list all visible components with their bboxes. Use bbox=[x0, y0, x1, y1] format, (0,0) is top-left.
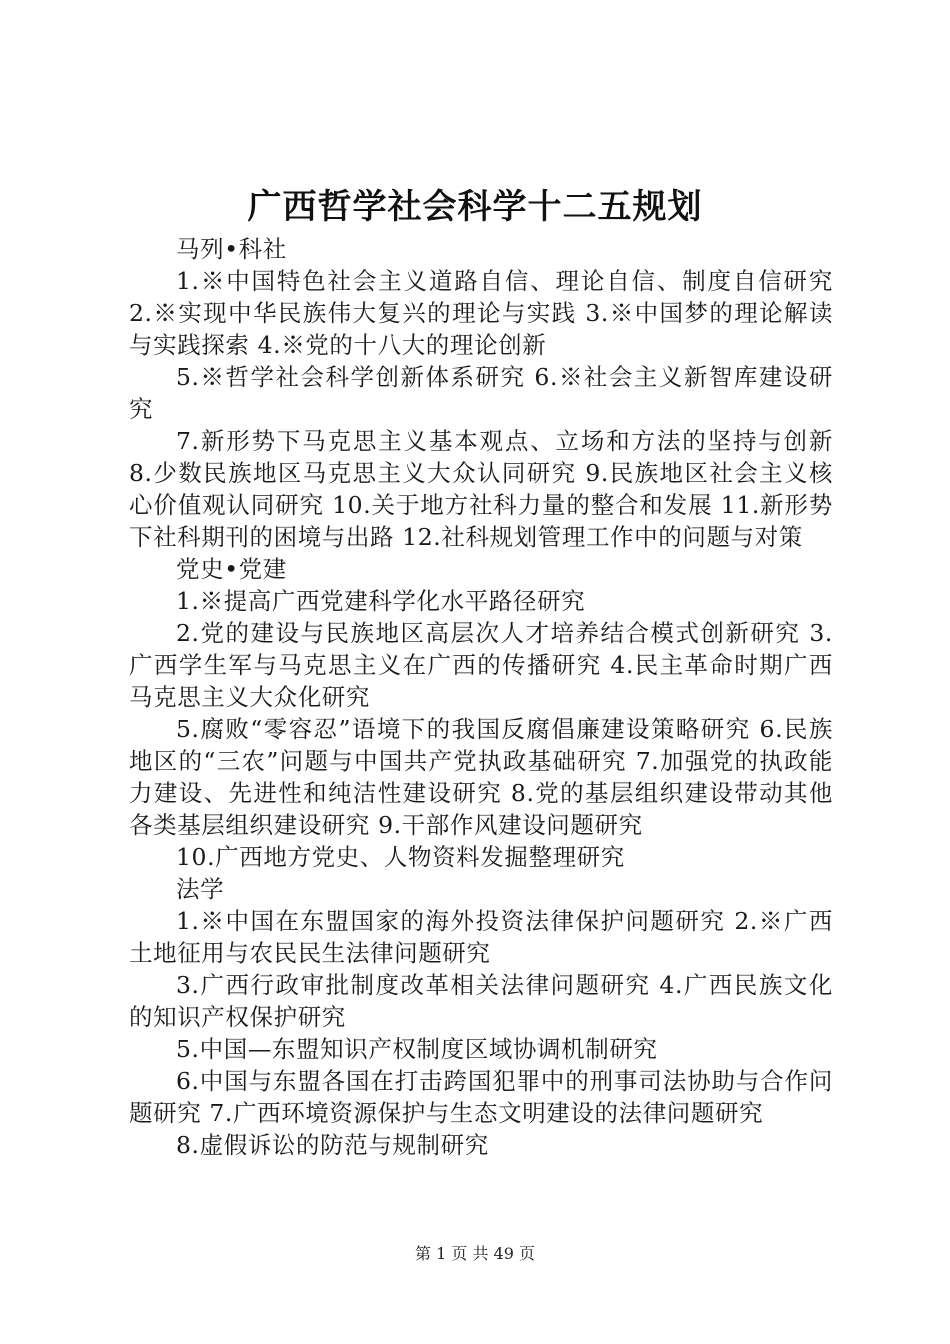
paragraph: 3.广西行政审批制度改革相关法律问题研究 4.广西民族文化的知识产权保护研究 bbox=[129, 971, 833, 1031]
paragraph: 6.中国与东盟各国在打击跨国犯罪中的刑事司法协助与合作问题研究 7.广西环境资源保护与生态文明建设的法律问题研究 bbox=[129, 1067, 833, 1127]
paragraph: 5.※哲学社会科学创新体系研究 6.※社会主义新智库建设研究 bbox=[129, 363, 833, 423]
paragraph: 8.虚假诉讼的防范与规制研究 bbox=[176, 1131, 489, 1159]
paragraph: 7.新形势下马克思主义基本观点、立场和方法的坚持与创新 8.少数民族地区马克思主义大众认同研究 9.民族地区社会主义核心价值观认同研究 10.关于地方社科力量的整合和发展 11.新形势下社科期刊的困境与出路 12.社科规划管理工作中的问题与对策 bbox=[129, 427, 833, 551]
page-footer: 第 1 页 共 49 页 bbox=[415, 1244, 535, 1263]
paragraph: 10.广西地方党史、人物资料发掘整理研究 bbox=[176, 843, 625, 871]
paragraph: 5.腐败“零容忍”语境下的我国反腐倡廉建设策略研究 6.民族地区的“三农”问题与中国共产党执政基础研究 7.加强党的执政能力建设、先进性和纯洁性建设研究 8.党的基层组织建设带动其他各类基层组织建设研究 9.干部作风建设问题研究 bbox=[129, 715, 833, 839]
section-heading-law: 法学 bbox=[176, 875, 225, 903]
paragraph: 1.※中国特色社会主义道路自信、理论自信、制度自信研究 2.※实现中华民族伟大复兴的理论与实践 3.※中国梦的理论解读与实践探索 4.※党的十八大的理论创新 bbox=[129, 267, 833, 359]
paragraph: 2.党的建设与民族地区高层次人才培养结合模式创新研究 3.广西学生军与马克思主义在广西的传播研究 4.民主革命时期广西马克思主义大众化研究 bbox=[129, 619, 833, 711]
paragraph: 1.※中国在东盟国家的海外投资法律保护问题研究 2.※广西土地征用与农民民生法律问题研究 bbox=[129, 907, 833, 967]
section-heading-party-history: 党史•党建 bbox=[176, 555, 287, 583]
document-body bbox=[129, 233, 833, 1161]
paragraph: 5.中国—东盟知识产权制度区域协调机制研究 bbox=[176, 1035, 658, 1063]
paragraph: 1.※提高广西党建科学化水平路径研究 bbox=[176, 587, 586, 615]
section-heading-marxism: 马列•科社 bbox=[176, 235, 287, 263]
document-title: 广西哲学社会科学十二五规划 bbox=[247, 187, 703, 227]
